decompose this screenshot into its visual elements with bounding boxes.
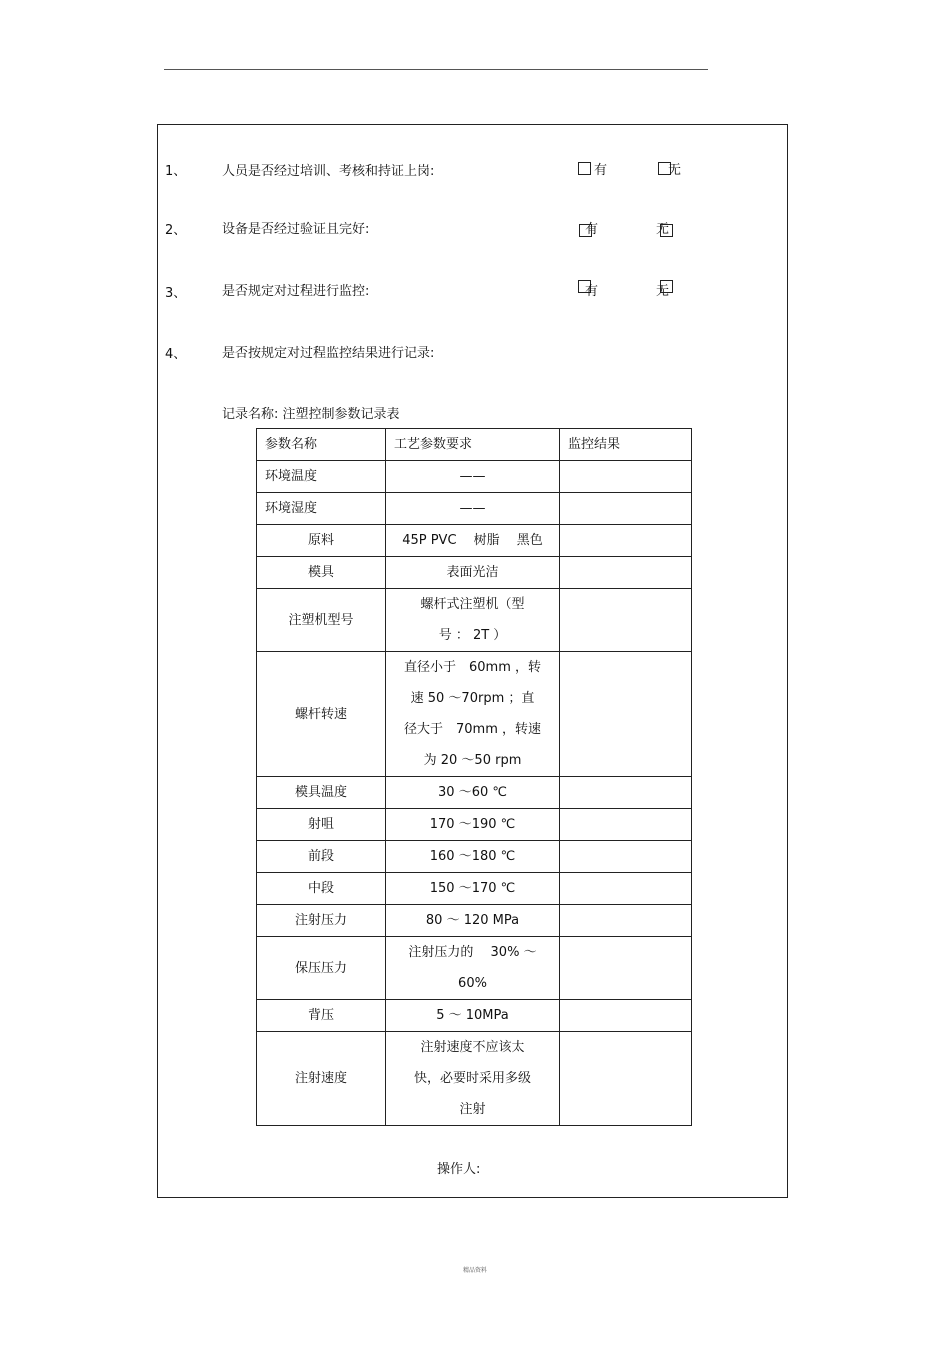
requirement-line: 80 ～ 120 MPa: [425, 913, 520, 928]
requirement-cell: [386, 905, 560, 937]
requirement-cell: [386, 841, 560, 873]
monitor-result-cell[interactable]: [560, 461, 692, 493]
param-name-cell: 保压压力: [257, 937, 386, 1000]
question-2-yes-label: 有: [585, 222, 599, 237]
question-1-no-label: 无: [668, 163, 682, 178]
requirement-line: 直径小于 60mm ，转: [403, 660, 541, 675]
requirement-cell: [386, 589, 560, 652]
requirement-line: 45P PVC 树脂 黑色: [402, 533, 543, 548]
requirement-cell: [386, 1000, 560, 1032]
requirement-line: 为 20 ～50 rpm: [423, 753, 522, 768]
monitor-result-cell[interactable]: [560, 841, 692, 873]
question-2-text: 设备是否经过验证且完好:: [222, 222, 370, 237]
monitor-result-cell[interactable]: [560, 777, 692, 809]
requirement-cell: [386, 493, 560, 525]
question-3-text: 是否规定对过程进行监控:: [222, 284, 370, 299]
page-footer: 精品资料: [462, 1267, 487, 1274]
param-name-cell: 注塑机型号: [257, 589, 386, 652]
requirement-line: 160 ～180 ℃: [429, 849, 516, 864]
question-3-no-checkbox[interactable]: [660, 280, 673, 293]
header-param-name: 参数名称: [257, 429, 386, 461]
question-1-text: 人员是否经过培训、考核和持证上岗:: [222, 164, 435, 179]
requirement-cell: [386, 777, 560, 809]
monitor-result-cell[interactable]: [560, 493, 692, 525]
requirement-cell: [386, 652, 560, 777]
requirement-line: 注射: [459, 1102, 486, 1117]
param-name-cell: 中段: [257, 873, 386, 905]
param-name-cell: 射咀: [257, 809, 386, 841]
requirement-line: 5 ～ 10MPa: [436, 1008, 509, 1023]
table-row: [257, 809, 692, 841]
requirement-cell: [386, 1032, 560, 1126]
param-name-cell: 原料: [257, 525, 386, 557]
requirement-cell: [386, 525, 560, 557]
monitor-result-cell[interactable]: [560, 905, 692, 937]
param-name-cell: 模具: [257, 557, 386, 589]
table-row: [257, 493, 692, 525]
question-2-number: 2、: [165, 223, 187, 238]
parameter-table: [256, 428, 692, 1126]
requirement-line: ——: [459, 501, 486, 516]
table-row: [257, 589, 692, 652]
record-title: 记录名称: 注塑控制参数记录表: [222, 407, 400, 422]
table-row: [257, 1032, 692, 1126]
question-4-number: 4、: [165, 347, 187, 362]
header-monitor-result: 监控结果: [560, 429, 692, 461]
param-name-cell: 注射速度: [257, 1032, 386, 1126]
requirement-line: 30 ～60 ℃: [438, 785, 507, 800]
question-3-yes-label: 有: [585, 284, 599, 299]
monitor-result-cell[interactable]: [560, 1000, 692, 1032]
requirement-line: 径大于 70mm ，转速: [403, 722, 541, 737]
requirement-cell: [386, 937, 560, 1000]
requirement-cell: [386, 461, 560, 493]
param-name-cell: 螺杆转速: [257, 652, 386, 777]
requirement-line: 号 ： 2T ）: [438, 628, 507, 643]
table-row: [257, 873, 692, 905]
param-name-cell: 注射压力: [257, 905, 386, 937]
monitor-result-cell[interactable]: [560, 809, 692, 841]
requirement-line: 注射速度不应该太: [420, 1040, 525, 1055]
requirement-line: 快，必要时采用多级: [413, 1071, 531, 1086]
table-row: [257, 777, 692, 809]
requirement-line: 速 50 ～70rpm ；直: [410, 691, 535, 706]
operator-label: 操作人:: [437, 1162, 481, 1177]
monitor-result-cell[interactable]: [560, 652, 692, 777]
param-name-cell: 前段: [257, 841, 386, 873]
table-header-row: [257, 429, 692, 461]
param-name-cell: 环境湿度: [257, 493, 386, 525]
question-1-yes-checkbox[interactable]: [578, 162, 591, 175]
monitor-result-cell[interactable]: [560, 525, 692, 557]
monitor-result-cell[interactable]: [560, 873, 692, 905]
question-2-yes-checkbox[interactable]: [579, 224, 592, 237]
param-name-cell: 背压: [257, 1000, 386, 1032]
question-3-number: 3、: [165, 286, 187, 301]
question-1-yes-label: 有: [594, 163, 608, 178]
requirement-line: 螺杆式注塑机（型: [420, 597, 525, 612]
param-name-cell: 环境温度: [257, 461, 386, 493]
table-row: [257, 461, 692, 493]
requirement-cell: [386, 809, 560, 841]
question-2-no-label: 无: [656, 222, 670, 237]
table-row: [257, 557, 692, 589]
header-requirement: 工艺参数要求: [386, 429, 560, 461]
table-row: [257, 841, 692, 873]
header-rule: [164, 69, 708, 70]
param-name-cell: 模具温度: [257, 777, 386, 809]
question-1-number: 1、: [165, 164, 187, 179]
requirement-cell: [386, 873, 560, 905]
question-4-text: 是否按规定对过程监控结果进行记录:: [222, 346, 435, 361]
table-row: [257, 1000, 692, 1032]
question-2-no-checkbox[interactable]: [660, 224, 673, 237]
requirement-line: 150 ～170 ℃: [429, 881, 516, 896]
requirement-line: 170 ～190 ℃: [429, 817, 516, 832]
requirement-cell: [386, 557, 560, 589]
table-row: [257, 937, 692, 1000]
requirement-line: 表面光洁: [446, 565, 499, 580]
monitor-result-cell[interactable]: [560, 937, 692, 1000]
monitor-result-cell[interactable]: [560, 1032, 692, 1126]
requirement-line: 60%: [458, 976, 487, 991]
requirement-line: ——: [459, 469, 486, 484]
table-row: [257, 905, 692, 937]
table-row: [257, 652, 692, 777]
requirement-line: 注射压力的 30% ～: [408, 945, 537, 960]
question-3-no-label: 无: [656, 284, 670, 299]
monitor-result-cell[interactable]: [560, 589, 692, 652]
monitor-result-cell[interactable]: [560, 557, 692, 589]
table-row: [257, 525, 692, 557]
